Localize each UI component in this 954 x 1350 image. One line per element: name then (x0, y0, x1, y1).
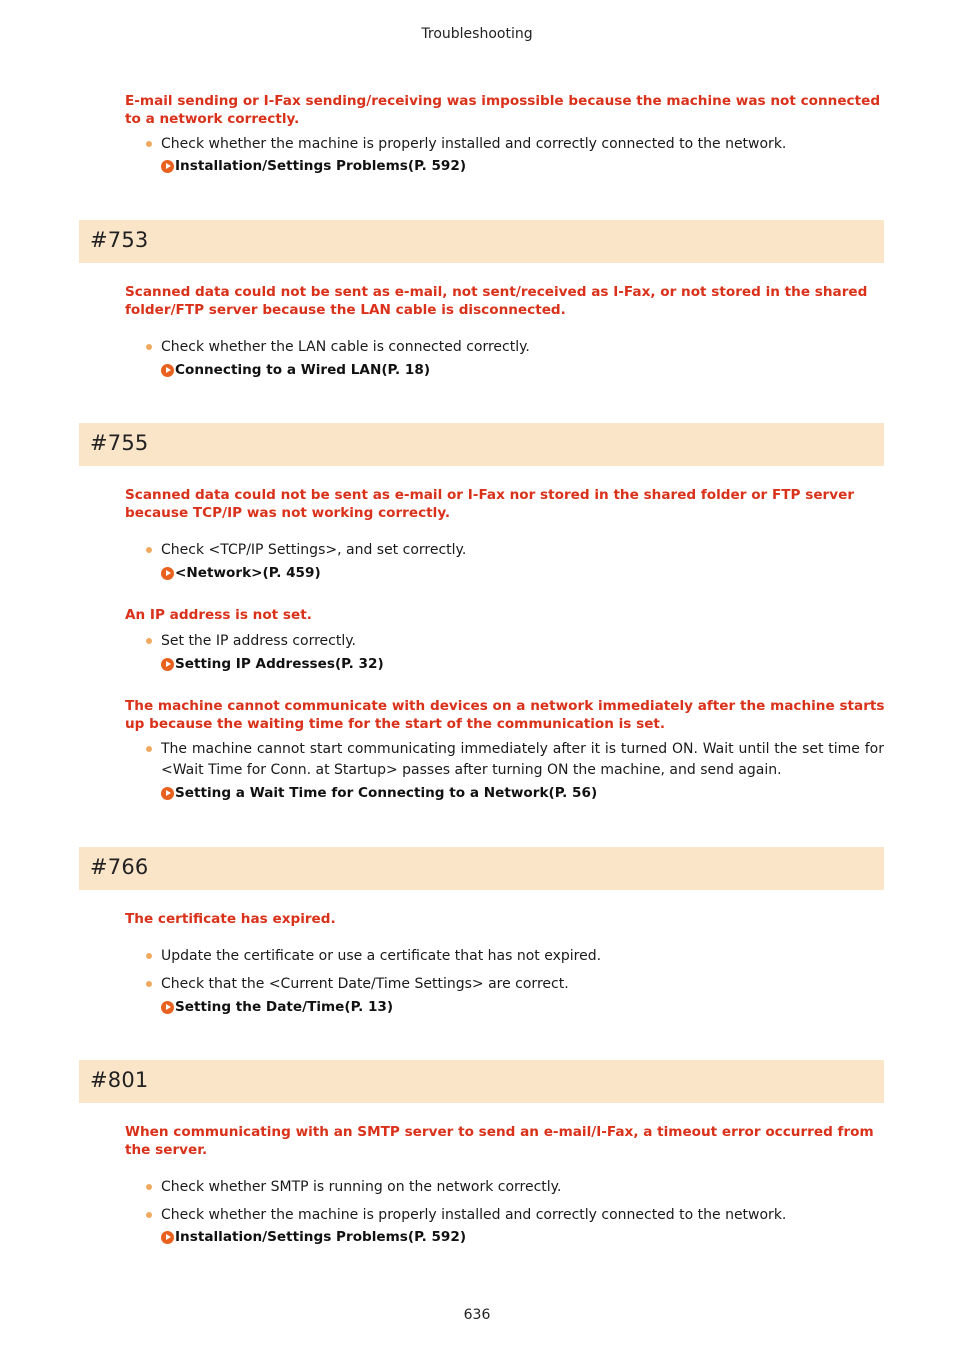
list-item-text: Check whether the machine is properly installed and correctly connected to the network. (161, 1207, 787, 1223)
bullet-dot-icon (146, 547, 152, 553)
list-item-text: Check that the <Current Date/Time Settings> are correct. (161, 976, 569, 992)
bullet-dot-icon (146, 953, 152, 959)
reference-link-label: Connecting to a Wired LAN(P. 18) (175, 362, 431, 378)
reference-link-label: Setting IP Addresses(P. 32) (175, 656, 384, 672)
list-item-text: Check whether the LAN cable is connected correctly. (161, 339, 530, 355)
reference-link[interactable] (161, 564, 321, 582)
reference-link-label: Setting a Wait Time for Connecting to a Network(P. 56) (175, 785, 598, 801)
circle-arrow-right-icon (161, 1231, 174, 1244)
error-code-band (79, 220, 884, 263)
error-cause-heading: When communicating with an SMTP server to send an e-mail/I-Fax, a timeout error occurred from the server. (125, 1124, 874, 1158)
list-item (146, 337, 884, 358)
circle-arrow-right-icon (161, 1001, 174, 1014)
list-item-text: The machine cannot start communicating immediately after it is turned ON. Wait until the set time for <Wait Time for Conn. at Startup> passes after turning ON the machine, and send again. (161, 741, 884, 778)
error-cause-heading: Scanned data could not be sent as e-mail, not sent/received as I-Fax, or not stored in the shared folder/FTP server because the LAN cable is disconnected. (125, 284, 868, 318)
error-cause-heading: The machine cannot communicate with devices on a network immediately after the machine starts up because the waiting time for the start of the communication is set. (125, 698, 885, 732)
list-item (146, 540, 884, 561)
list-item-text: Update the certificate or use a certificate that has not expired. (161, 948, 602, 964)
error-code-title: #753 (90, 228, 149, 252)
error-code-band (79, 847, 884, 890)
circle-arrow-right-icon (161, 567, 174, 580)
list-item (146, 739, 884, 781)
error-cause-heading: Scanned data could not be sent as e-mail or I-Fax nor stored in the shared folder or FTP server because TCP/IP was not working correctly. (125, 487, 855, 521)
list-item (146, 1205, 884, 1226)
list-item-text: Set the IP address correctly. (161, 633, 356, 649)
list-item (146, 946, 884, 967)
error-code-band (79, 1060, 884, 1103)
bullet-dot-icon (146, 1212, 152, 1218)
list-item-text: Check <TCP/IP Settings>, and set correctly. (161, 542, 467, 558)
error-code-band (79, 423, 884, 466)
bullet-dot-icon (146, 141, 152, 147)
list-item (146, 134, 884, 155)
reference-link-label: Setting the Date/Time(P. 13) (175, 999, 394, 1015)
bullet-dot-icon (146, 1184, 152, 1190)
error-code-title: #755 (90, 431, 149, 455)
reference-link-label: Installation/Settings Problems(P. 592) (175, 1229, 467, 1245)
list-item (146, 974, 884, 995)
reference-link[interactable] (161, 157, 466, 175)
bullet-dot-icon (146, 344, 152, 350)
page-header: Troubleshooting (421, 26, 533, 42)
circle-arrow-right-icon (161, 658, 174, 671)
page-number: 636 (463, 1307, 491, 1323)
reference-link[interactable] (161, 784, 597, 802)
bullet-dot-icon (146, 981, 152, 987)
reference-link-label: <Network>(P. 459) (175, 565, 321, 581)
list-item (146, 631, 884, 652)
reference-link[interactable] (161, 1228, 466, 1246)
circle-arrow-right-icon (161, 160, 174, 173)
bullet-dot-icon (146, 638, 152, 644)
list-item-text: Check whether SMTP is running on the network correctly. (161, 1179, 562, 1195)
list-item-text: Check whether the machine is properly installed and correctly connected to the network. (161, 136, 787, 152)
error-code-title: #766 (90, 855, 149, 879)
error-code-title: #801 (90, 1068, 149, 1092)
reference-link-label: Installation/Settings Problems(P. 592) (175, 158, 467, 174)
circle-arrow-right-icon (161, 364, 174, 377)
error-cause-heading: The certificate has expired. (125, 911, 336, 927)
reference-link[interactable] (161, 655, 384, 673)
reference-link[interactable] (161, 361, 430, 379)
bullet-dot-icon (146, 746, 152, 752)
list-item (146, 1177, 884, 1198)
circle-arrow-right-icon (161, 787, 174, 800)
error-cause-heading: An IP address is not set. (125, 607, 312, 623)
error-cause-heading: E-mail sending or I-Fax sending/receiving was impossible because the machine was not connected to a network correctly. (125, 93, 881, 127)
reference-link[interactable] (161, 998, 393, 1016)
